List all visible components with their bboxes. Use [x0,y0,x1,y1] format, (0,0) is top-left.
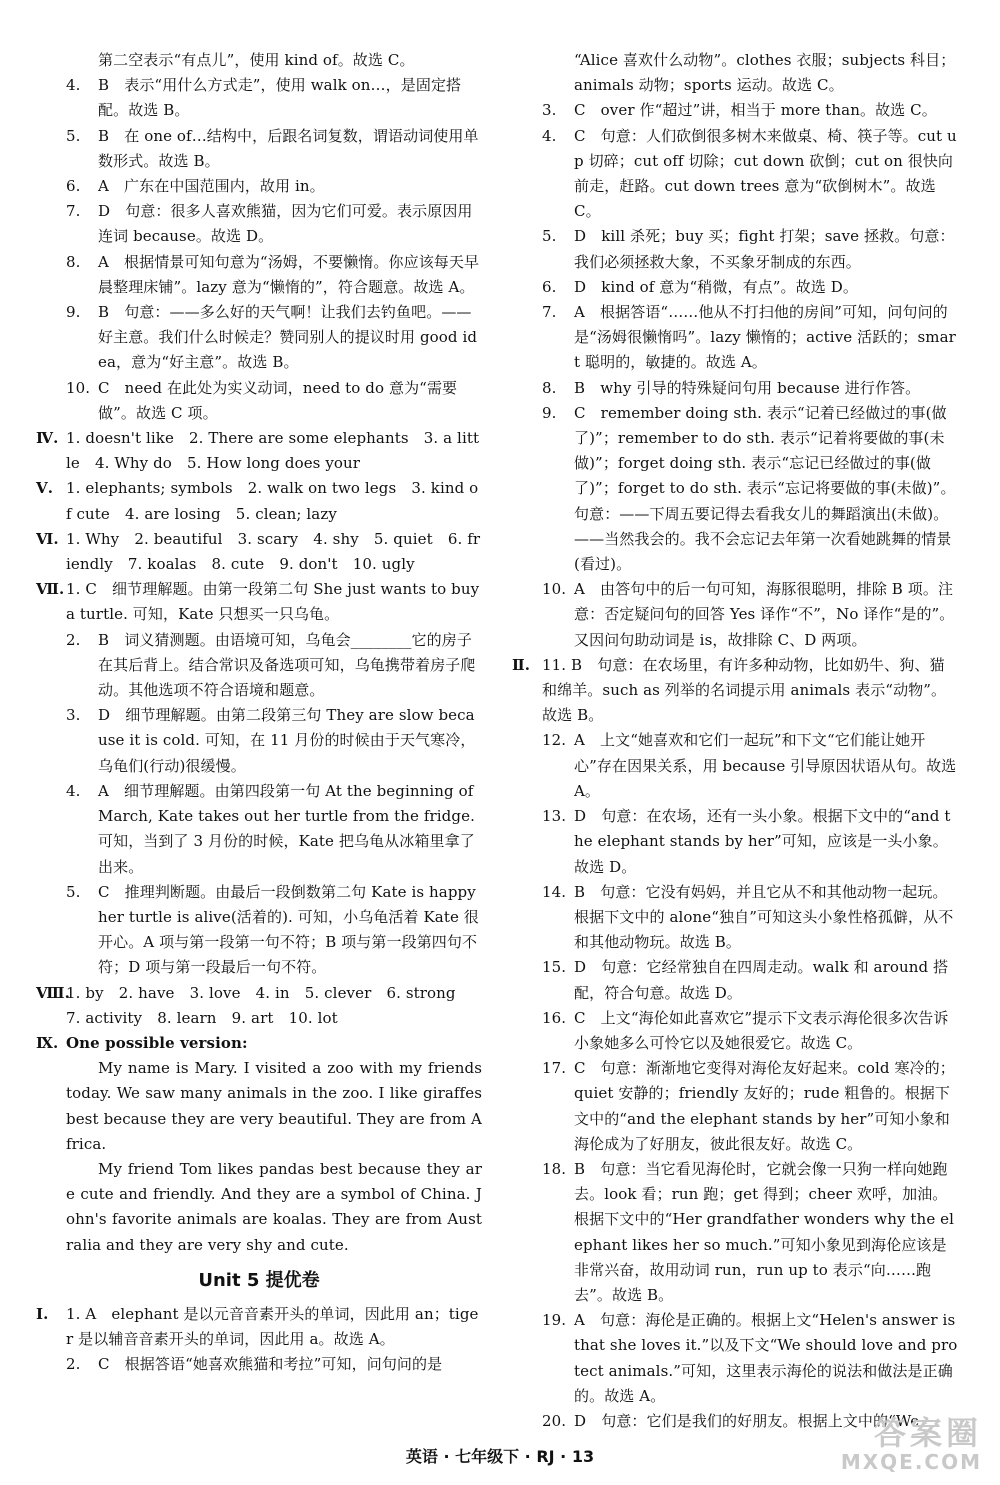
item-number: 5. [542,227,557,246]
section-label: Ⅷ. [36,983,70,1002]
item-number: 2. [66,630,81,649]
item-text: A 广东在中国范围内，故用 in。 [98,177,325,196]
item-text: B 句意：它没有妈妈，并且它从不和其他动物一起玩。根据下文中的 alone“独自”可知这头小象性格孤僻，从不和其他动物玩。故选 B。 [574,882,954,952]
answer-item [36,779,482,880]
item-text: 1. doesn't like 2. There are some elephants 3. a little 4. Why do 5. How long does your [66,429,480,473]
answer-item [512,224,958,274]
item-text: B 词义猜测题。由语境可知，乌龟会________它的房子在其后背上。结合常识及备选项可知，乌龟携带着房子爬动。其他选项不符合语境和题意。 [98,630,476,700]
answer-item [512,1308,958,1409]
item-text: A 由答句中的后一句可知，海豚很聪明，排除 B 项。注意：否定疑问句的回答 Yes 译作“不”，No 译作“是的”。又因问句助动词是 is，故排除 C、D 两项。 [574,580,955,649]
answer-item [512,955,958,1005]
answer-item [512,804,958,880]
answer-item [36,703,482,779]
answer-continuation [512,48,958,98]
section-answer [512,653,958,729]
item-number: 4. [542,126,557,145]
section-answer [36,1302,482,1352]
section-label: Ⅳ. [36,429,59,448]
item-number: 18. [542,1159,567,1178]
item-number: 7. [66,202,81,221]
answer-item [512,300,958,376]
page-footer: 英语 · 七年级下 · RJ · 13 [405,1447,595,1466]
item-text: D 句意：它们是我们的好朋友。根据上文中的“We [574,1411,920,1430]
answer-item [512,577,958,653]
answer-item [36,376,482,426]
item-number: 8. [66,252,81,271]
item-text: B 在 one of…结构中，后跟名词复数，谓语动词使用单数形式。故选 B。 [98,126,479,170]
item-text: A 句意：海伦是正确的。根据上文“Helen's answer is that she loves it.”以及下文“We should love and protect animals.”可知，这里表示海伦的说法和做法是正确的。故选 A。 [574,1311,958,1405]
item-text: D kill 杀死；buy 买；fight 打架；save 拯救。句意：我们必须拯救大象，不买象牙制成的东西。 [574,227,955,271]
item-text: A 根据情景可知句意为“汤姆，不要懒惰。你应该每天早晨整理床铺”。lazy 意为“懒惰的”，符合题意。故选 A。 [98,252,480,296]
item-text: B 句意：——多么好的天气啊！让我们去钓鱼吧。——好主意。我们什么时候走？赞同别人的提议时用 good idea，意为“好主意”。故选 B。 [98,303,478,372]
answer-item [36,73,482,123]
item-text: D kind of 意为“稍微，有点”。故选 D。 [574,277,858,296]
answer-item [36,199,482,249]
item-number: 7. [542,303,557,322]
item-number: 16. [542,1008,567,1027]
item-number: 3. [66,706,81,725]
item-text: A 上文“她喜欢和它们一起玩”和下文“它们能让她开心”存在因果关系，用 because 引导原因状语从句。故选 A。 [574,731,957,800]
item-number: 17. [542,1059,567,1078]
item-text: C 上文“海伦如此喜欢它”提示下文表示海伦很多次告诉小象她多么可怜它以及她很爱它。故选 C。 [574,1008,949,1052]
item-text: C remember doing sth. 表示“记着已经做过的事(做了)”；remember to do sth. 表示“记着将要做的事(未做)”；forget doing sth. 表示“忘记已经做过的事(做了)”；forget to do sth. 表示“忘记将要做的事(未做)”。句意：——下周五要记得去看我女儿的舞蹈演出(未做)。——当然我会的。我不会忘记去年第一次看她跳舞的情景(看过)。 [574,403,956,574]
item-text: 11. B 句意：在农场里，有许多种动物，比如奶牛、狗、猫和绵羊。such as 列举的名词提示用 animals 表示“动物”。故选 B。 [542,655,947,725]
section-label: Ⅰ. [36,1304,49,1323]
section-answer [36,527,482,577]
answer-item [512,401,958,577]
item-text: 1. elephants; symbols 2. walk on two legs 3. kind of cute 4. are losing 5. clean; lazy [66,479,479,523]
item-number: 13. [542,807,567,826]
item-number: 3. [542,101,557,120]
essay-paragraph: My friend Tom likes pandas best because they are cute and friendly. And they are a symbol of China. John's favorite animals are koalas. They are from Australia and they are very shy and cute. [66,1159,482,1254]
section-answer [36,981,482,1031]
item-number: 14. [542,882,567,901]
essay-heading-text: One possible version: [66,1033,248,1052]
answer-item [512,880,958,956]
item-number: 12. [542,731,567,750]
answer-item [512,275,958,300]
item-text: D 句意：很多人喜欢熊猫，因为它们可爱。表示原因用连词 because。故选 D。 [98,202,473,246]
item-number: 4. [66,781,81,800]
answer-item [36,174,482,199]
answer-item [512,1056,958,1157]
item-text: D 句意：它经常独自在四周走动。walk 和 around 搭配，符合句意。故选 D。 [574,958,949,1002]
item-text: 1. Why 2. beautiful 3. scary 4. shy 5. quiet 6. friendly 7. koalas 8. cute 9. don't 10. ugly [66,529,481,574]
item-text: D 句意：在农场，还有一头小象。根据下文中的“and the elephant stands by her”可知，应该是一头小象。故选 D。 [574,807,951,876]
watermark-text-cn: 答案圈 [873,1414,982,1452]
answer-item [512,1157,958,1308]
answer-item [36,250,482,300]
item-text: 第二空表示“有点儿”，使用 kind of。故选 C。 [98,51,415,69]
answer-item [512,376,958,401]
item-text: C need 在此处为实义动词，need to do 意为“需要做”。故选 C 项。 [98,378,458,422]
answer-continuation [36,48,482,73]
item-number: 9. [542,403,557,422]
item-number: 20. [542,1411,567,1430]
item-number: 6. [66,177,81,196]
section-label: Ⅱ. [512,655,531,674]
item-number: 10. [542,580,567,599]
item-number: 15. [542,958,567,977]
answer-item [36,300,482,376]
item-text: C over 作“超过”讲，相当于 more than。故选 C。 [574,101,937,120]
section-label: Ⅶ. [36,580,65,599]
item-text: B 句意：当它看见海伦时，它就会像一只狗一样向她跑去。look 看；run 跑；get 得到；cheer 欢呼，加油。根据下文中的“Her grandfather wonders why the elephant likes her so much.”可知小象见到海伦应该是非常兴奋，故用动词 run，run up to 表示“向……跑去”。故选 B。 [574,1159,955,1304]
item-text: B 表示“用什么方式走”，使用 walk on…，是固定搭配。故选 B。 [98,76,462,120]
section-answer [36,577,482,627]
answer-item [36,124,482,174]
item-text: A 根据答语“……他从不打扫他的房间”可知，问句问的是“汤姆很懒惰吗”。lazy 懒惰的；active 活跃的；smart 聪明的，敏捷的。故选 A。 [574,303,956,372]
item-number: 19. [542,1311,567,1330]
left-column [36,48,482,1377]
item-number: 2. [66,1355,81,1374]
watermark-logo [841,1408,982,1474]
item-number: 9. [66,303,81,322]
item-text: D 细节理解题。由第二段第三句 They are slow because it is cold. 可知，在 11 月份的时候由于天气寒冷，乌龟们(行动)很缓慢。 [98,706,476,775]
section-label: Ⅸ. [36,1033,59,1052]
item-text: “Alice 喜欢什么动物”。clothes 衣服；subjects 科目；animals 动物；sports 运动。故选 C。 [574,51,956,95]
right-column [512,48,958,1434]
answer-item [512,728,958,804]
item-text: A 细节理解题。由第四段第一句 At the beginning of March, Kate takes out her turtle from the fridge. 可知，当到了 3 月份的时候，Kate 把乌龟从冰箱里拿了出来。 [98,781,475,876]
item-text: B why 引导的特殊疑问句用 because 进行作答。 [574,378,921,397]
item-number: 4. [66,76,81,95]
item-text: 1. A elephant 是以元音音素开头的单词，因此用 an；tiger 是以辅音音素开头的单词，因此用 a。故选 A。 [66,1304,479,1348]
item-text: C 句意：渐渐地它变得对海伦友好起来。cold 寒冷的；quiet 安静的；friendly 友好的；rude 粗鲁的。根据下文中的“and the elephant stands by her”可知小象和海伦成为了好朋友，彼此很友好。故选 C。 [574,1059,955,1153]
unit-title: Unit 5 提优卷 [198,1269,320,1291]
item-number: 5. [66,882,81,901]
item-text: C 句意：人们砍倒很多树木来做桌、椅、筷子等。cut up 切碎；cut off 切除；cut down 砍倒；cut on 很快向前走，赶路。cut down trees 意为“砍倒树木”。故选 C。 [574,126,957,221]
answer-item [512,98,958,123]
essay-paragraph: My name is Mary. I visited a zoo with my friends today. We saw many animals in the zoo. I like giraffes best because they are very beautiful. They are from Africa. [66,1059,482,1153]
item-number: 8. [542,378,557,397]
item-text: 1. by 2. have 3. love 4. in 5. clever 6. strong 7. activity 8. learn 9. art 10. lot [66,983,471,1027]
section-answer [36,476,482,526]
item-number: 10. [66,378,91,397]
answer-item [36,880,482,981]
item-text: C 推理判断题。由最后一段倒数第二句 Kate is happy her turtle is alive(活着的). 可知，小乌龟活着 Kate 很开心。A 项与第一段第一句不符；B 项与第一段第四句不符；D 项与第一段最后一句不符。 [98,882,479,977]
section-answer [36,426,482,476]
answer-item [512,124,958,225]
section-label: Ⅴ. [36,479,54,498]
answer-item [36,628,482,704]
answer-item [512,1006,958,1056]
item-text: 1. C 细节理解题。由第一段第二句 She just wants to buy a turtle. 可知，Kate 只想买一只乌龟。 [66,580,480,624]
section-label: Ⅵ. [36,529,59,548]
essay-heading [36,1031,482,1056]
watermark-text-en: MXQE.COM [840,1450,982,1474]
item-number: 5. [66,126,81,145]
answer-item [36,1352,482,1377]
item-number: 6. [542,277,557,296]
item-text: C 根据答语“她喜欢熊猫和考拉”可知，问句问的是 [98,1355,443,1374]
